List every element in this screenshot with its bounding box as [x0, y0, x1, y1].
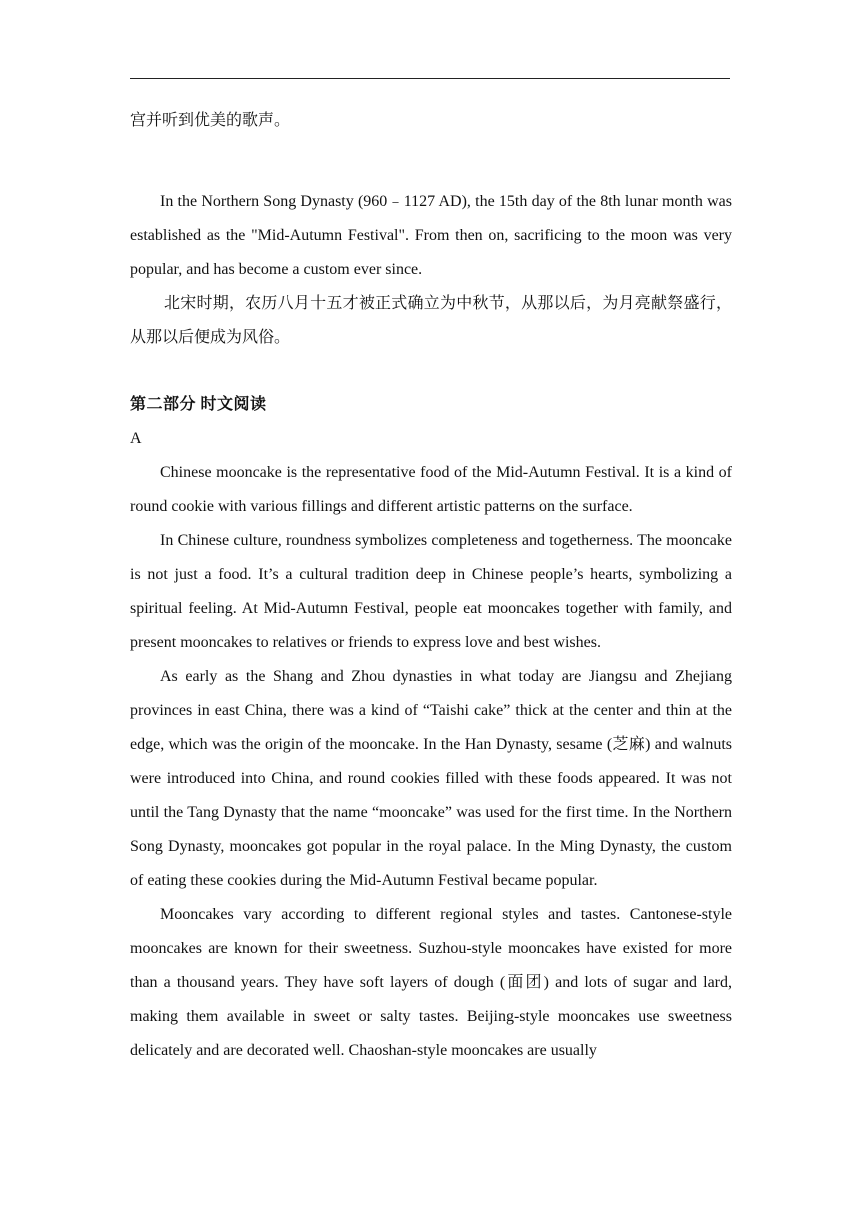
header-rule	[130, 78, 730, 79]
paragraph-song-cn: 北宋时期，农历八月十五才被正式确立为中秋节，从那以后，为月亮献祭盛行，从那以后便成为风俗。	[130, 295, 732, 346]
paragraph-continued-cn: 宫并听到优美的歌声。	[130, 112, 291, 129]
section-gap	[130, 355, 732, 388]
document-body	[130, 104, 732, 1068]
section-letter: A	[130, 430, 142, 447]
article-paragraph: Mooncakes vary according to different regional styles and tastes. Cantonese-style mooncakes are known for their sweetness. Suzhou-style mooncakes have existed for more than a thousand years. They have soft layers of dough (面团) and lots of sugar and lard, making them available in sweet or salty tastes. Beijing-style mooncakes use sweetness delicately and are decorated well. Chaoshan-style mooncakes are usually	[130, 906, 732, 1059]
article-paragraph: In Chinese culture, roundness symbolizes completeness and togetherness. The mooncake is not just a food. It’s a cultural tradition deep in Chinese people’s hearts, symbolizing a spiritual feeling. At Mid-Autumn Festival, people eat mooncakes together with family, and present mooncakes to relatives or friends to express love and best wishes.	[130, 532, 732, 651]
section-title: 第二部分 时文阅读	[130, 396, 267, 413]
paragraph-song-en: In the Northern Song Dynasty (960﹣1127 AD), the 15th day of the 8th lunar month was established as the "Mid-Autumn Festival". From then on, sacrificing to the moon was very popular, and has become a custom ever since.	[130, 193, 732, 278]
article-paragraph: As early as the Shang and Zhou dynasties in what today are Jiangsu and Zhejiang provinces in east China, there was a kind of “Taishi cake” thick at the center and thin at the edge, which was the origin of the mooncake. In the Han Dynasty, sesame (芝麻) and walnuts were introduced into China, and round cookies filled with these foods appeared. It was not until the Tang Dynasty that the name “mooncake” was used for the first time. In the Northern Song Dynasty, mooncakes got popular in the royal palace. In the Ming Dynasty, the custom of eating these cookies during the Mid-Autumn Festival became popular.	[130, 668, 732, 889]
paragraph-gap	[130, 138, 732, 185]
article-paragraph: Chinese mooncake is the representative food of the Mid-Autumn Festival. It is a kind of round cookie with various fillings and different artistic patterns on the surface.	[130, 464, 732, 515]
